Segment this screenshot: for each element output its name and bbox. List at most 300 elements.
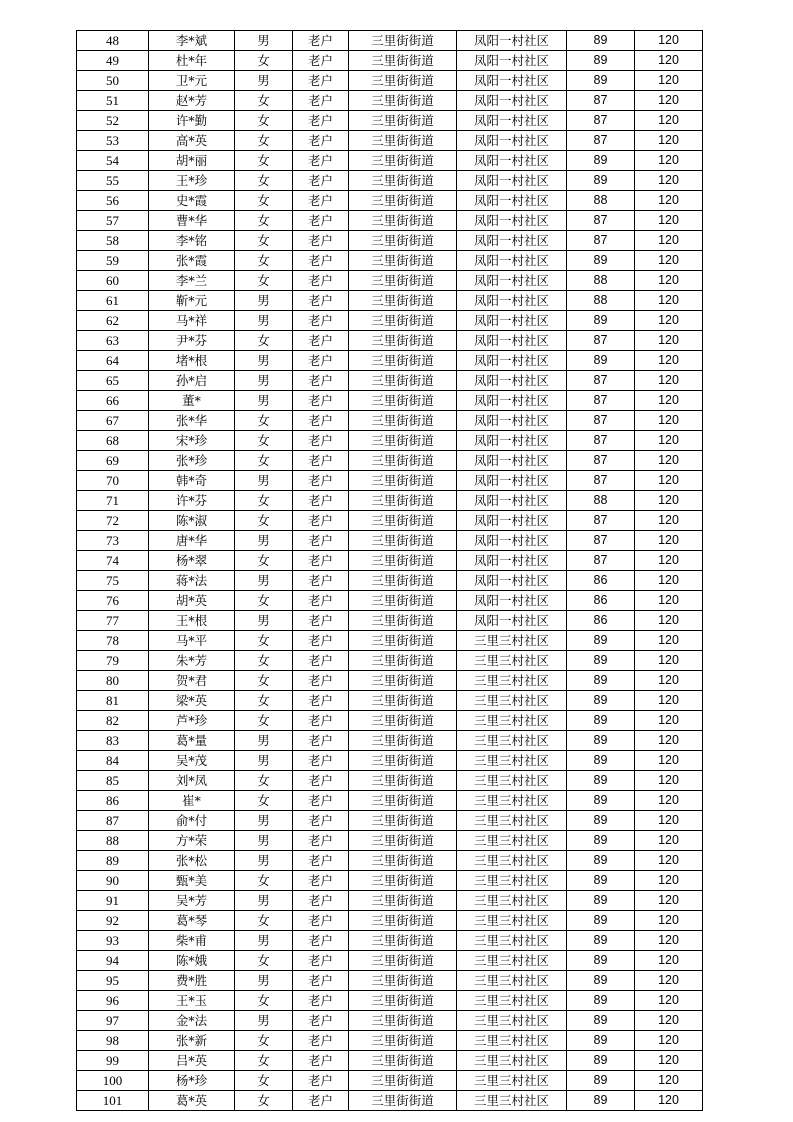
subdistrict-cell: 三里街街道 bbox=[349, 591, 457, 611]
name-cell: 吕*英 bbox=[149, 1051, 235, 1071]
community-cell: 凤阳一村社区 bbox=[457, 611, 567, 631]
gender-cell: 女 bbox=[235, 191, 293, 211]
name-cell: 马*平 bbox=[149, 631, 235, 651]
score-cell: 86 bbox=[567, 591, 635, 611]
subdistrict-cell: 三里街街道 bbox=[349, 611, 457, 631]
amount-cell: 120 bbox=[635, 691, 703, 711]
score-cell: 87 bbox=[567, 371, 635, 391]
name-cell: 张*珍 bbox=[149, 451, 235, 471]
amount-cell: 120 bbox=[635, 271, 703, 291]
table-row bbox=[77, 231, 703, 251]
gender-cell: 女 bbox=[235, 651, 293, 671]
household-type-cell: 老户 bbox=[293, 311, 349, 331]
household-type-cell: 老户 bbox=[293, 171, 349, 191]
gender-cell: 女 bbox=[235, 711, 293, 731]
score-cell: 87 bbox=[567, 411, 635, 431]
household-type-cell: 老户 bbox=[293, 291, 349, 311]
table-row bbox=[77, 711, 703, 731]
subdistrict-cell: 三里街街道 bbox=[349, 771, 457, 791]
subdistrict-cell: 三里街街道 bbox=[349, 971, 457, 991]
score-cell: 89 bbox=[567, 1051, 635, 1071]
subdistrict-cell: 三里街街道 bbox=[349, 891, 457, 911]
table-row bbox=[77, 931, 703, 951]
amount-cell: 120 bbox=[635, 971, 703, 991]
amount-cell: 120 bbox=[635, 991, 703, 1011]
household-type-cell: 老户 bbox=[293, 1011, 349, 1031]
gender-cell: 女 bbox=[235, 951, 293, 971]
name-cell: 韩*奇 bbox=[149, 471, 235, 491]
table-row bbox=[77, 831, 703, 851]
row-number-cell: 95 bbox=[77, 971, 149, 991]
row-number-cell: 56 bbox=[77, 191, 149, 211]
subdistrict-cell: 三里街街道 bbox=[349, 851, 457, 871]
subdistrict-cell: 三里街街道 bbox=[349, 1051, 457, 1071]
subdistrict-cell: 三里街街道 bbox=[349, 791, 457, 811]
community-cell: 凤阳一村社区 bbox=[457, 111, 567, 131]
gender-cell: 男 bbox=[235, 831, 293, 851]
community-cell: 三里三村社区 bbox=[457, 1011, 567, 1031]
subdistrict-cell: 三里街街道 bbox=[349, 1011, 457, 1031]
row-number-cell: 89 bbox=[77, 851, 149, 871]
subdistrict-cell: 三里街街道 bbox=[349, 251, 457, 271]
row-number-cell: 98 bbox=[77, 1031, 149, 1051]
community-cell: 凤阳一村社区 bbox=[457, 371, 567, 391]
household-type-cell: 老户 bbox=[293, 91, 349, 111]
score-cell: 89 bbox=[567, 351, 635, 371]
table-row bbox=[77, 331, 703, 351]
name-cell: 史*霞 bbox=[149, 191, 235, 211]
household-type-cell: 老户 bbox=[293, 591, 349, 611]
subdistrict-cell: 三里街街道 bbox=[349, 51, 457, 71]
name-cell: 董* bbox=[149, 391, 235, 411]
gender-cell: 男 bbox=[235, 851, 293, 871]
name-cell: 孙*启 bbox=[149, 371, 235, 391]
table-row bbox=[77, 731, 703, 751]
amount-cell: 120 bbox=[635, 151, 703, 171]
row-number-cell: 66 bbox=[77, 391, 149, 411]
amount-cell: 120 bbox=[635, 851, 703, 871]
score-cell: 89 bbox=[567, 711, 635, 731]
score-cell: 89 bbox=[567, 971, 635, 991]
score-cell: 89 bbox=[567, 691, 635, 711]
subdistrict-cell: 三里街街道 bbox=[349, 431, 457, 451]
household-type-cell: 老户 bbox=[293, 631, 349, 651]
subdistrict-cell: 三里街街道 bbox=[349, 151, 457, 171]
table-row bbox=[77, 551, 703, 571]
score-cell: 87 bbox=[567, 471, 635, 491]
gender-cell: 女 bbox=[235, 331, 293, 351]
household-type-cell: 老户 bbox=[293, 791, 349, 811]
household-type-cell: 老户 bbox=[293, 151, 349, 171]
household-type-cell: 老户 bbox=[293, 1071, 349, 1091]
amount-cell: 120 bbox=[635, 411, 703, 431]
community-cell: 凤阳一村社区 bbox=[457, 531, 567, 551]
name-cell: 葛*琴 bbox=[149, 911, 235, 931]
row-number-cell: 51 bbox=[77, 91, 149, 111]
gender-cell: 男 bbox=[235, 571, 293, 591]
gender-cell: 女 bbox=[235, 171, 293, 191]
subdistrict-cell: 三里街街道 bbox=[349, 731, 457, 751]
row-number-cell: 54 bbox=[77, 151, 149, 171]
gender-cell: 女 bbox=[235, 491, 293, 511]
table-row bbox=[77, 471, 703, 491]
community-cell: 凤阳一村社区 bbox=[457, 311, 567, 331]
name-cell: 芦*珍 bbox=[149, 711, 235, 731]
amount-cell: 120 bbox=[635, 651, 703, 671]
score-cell: 87 bbox=[567, 91, 635, 111]
row-number-cell: 80 bbox=[77, 671, 149, 691]
gender-cell: 女 bbox=[235, 1071, 293, 1091]
household-type-cell: 老户 bbox=[293, 451, 349, 471]
community-cell: 三里三村社区 bbox=[457, 671, 567, 691]
table-row bbox=[77, 531, 703, 551]
community-cell: 凤阳一村社区 bbox=[457, 591, 567, 611]
row-number-cell: 60 bbox=[77, 271, 149, 291]
table-row bbox=[77, 971, 703, 991]
community-cell: 凤阳一村社区 bbox=[457, 511, 567, 531]
amount-cell: 120 bbox=[635, 171, 703, 191]
gender-cell: 女 bbox=[235, 411, 293, 431]
name-cell: 张*新 bbox=[149, 1031, 235, 1051]
community-cell: 三里三村社区 bbox=[457, 871, 567, 891]
name-cell: 张*华 bbox=[149, 411, 235, 431]
row-number-cell: 83 bbox=[77, 731, 149, 751]
subdistrict-cell: 三里街街道 bbox=[349, 91, 457, 111]
subdistrict-cell: 三里街街道 bbox=[349, 491, 457, 511]
household-type-cell: 老户 bbox=[293, 711, 349, 731]
community-cell: 三里三村社区 bbox=[457, 971, 567, 991]
name-cell: 柴*甫 bbox=[149, 931, 235, 951]
amount-cell: 120 bbox=[635, 751, 703, 771]
amount-cell: 120 bbox=[635, 71, 703, 91]
score-cell: 86 bbox=[567, 571, 635, 591]
subdistrict-cell: 三里街街道 bbox=[349, 451, 457, 471]
subdistrict-cell: 三里街街道 bbox=[349, 931, 457, 951]
table-row bbox=[77, 691, 703, 711]
community-cell: 三里三村社区 bbox=[457, 1031, 567, 1051]
household-type-cell: 老户 bbox=[293, 931, 349, 951]
table-row bbox=[77, 851, 703, 871]
subdistrict-cell: 三里街街道 bbox=[349, 331, 457, 351]
name-cell: 俞*付 bbox=[149, 811, 235, 831]
amount-cell: 120 bbox=[635, 111, 703, 131]
community-cell: 三里三村社区 bbox=[457, 731, 567, 751]
household-type-cell: 老户 bbox=[293, 1031, 349, 1051]
name-cell: 靳*元 bbox=[149, 291, 235, 311]
community-cell: 三里三村社区 bbox=[457, 811, 567, 831]
score-cell: 87 bbox=[567, 431, 635, 451]
table-row bbox=[77, 771, 703, 791]
name-cell: 费*胜 bbox=[149, 971, 235, 991]
community-cell: 三里三村社区 bbox=[457, 1051, 567, 1071]
name-cell: 张*霞 bbox=[149, 251, 235, 271]
row-number-cell: 57 bbox=[77, 211, 149, 231]
name-cell: 许*勤 bbox=[149, 111, 235, 131]
name-cell: 胡*英 bbox=[149, 591, 235, 611]
row-number-cell: 77 bbox=[77, 611, 149, 631]
name-cell: 宋*珍 bbox=[149, 431, 235, 451]
score-cell: 89 bbox=[567, 51, 635, 71]
amount-cell: 120 bbox=[635, 731, 703, 751]
household-type-cell: 老户 bbox=[293, 611, 349, 631]
row-number-cell: 92 bbox=[77, 911, 149, 931]
household-type-cell: 老户 bbox=[293, 31, 349, 51]
row-number-cell: 79 bbox=[77, 651, 149, 671]
amount-cell: 120 bbox=[635, 131, 703, 151]
score-cell: 87 bbox=[567, 451, 635, 471]
gender-cell: 女 bbox=[235, 591, 293, 611]
amount-cell: 120 bbox=[635, 1031, 703, 1051]
subdistrict-cell: 三里街街道 bbox=[349, 291, 457, 311]
household-type-cell: 老户 bbox=[293, 131, 349, 151]
subdistrict-cell: 三里街街道 bbox=[349, 231, 457, 251]
name-cell: 杨*翠 bbox=[149, 551, 235, 571]
household-type-cell: 老户 bbox=[293, 491, 349, 511]
amount-cell: 120 bbox=[635, 511, 703, 531]
name-cell: 吴*芳 bbox=[149, 891, 235, 911]
row-number-cell: 71 bbox=[77, 491, 149, 511]
household-type-cell: 老户 bbox=[293, 911, 349, 931]
row-number-cell: 62 bbox=[77, 311, 149, 331]
name-cell: 马*祥 bbox=[149, 311, 235, 331]
subdistrict-cell: 三里街街道 bbox=[349, 211, 457, 231]
amount-cell: 120 bbox=[635, 951, 703, 971]
row-number-cell: 101 bbox=[77, 1091, 149, 1111]
score-cell: 89 bbox=[567, 991, 635, 1011]
score-cell: 89 bbox=[567, 771, 635, 791]
row-number-cell: 94 bbox=[77, 951, 149, 971]
amount-cell: 120 bbox=[635, 871, 703, 891]
amount-cell: 120 bbox=[635, 231, 703, 251]
community-cell: 凤阳一村社区 bbox=[457, 551, 567, 571]
score-cell: 88 bbox=[567, 191, 635, 211]
gender-cell: 男 bbox=[235, 291, 293, 311]
row-number-cell: 69 bbox=[77, 451, 149, 471]
community-cell: 三里三村社区 bbox=[457, 751, 567, 771]
subdistrict-cell: 三里街街道 bbox=[349, 351, 457, 371]
household-type-cell: 老户 bbox=[293, 1051, 349, 1071]
score-cell: 89 bbox=[567, 791, 635, 811]
community-cell: 凤阳一村社区 bbox=[457, 471, 567, 491]
gender-cell: 女 bbox=[235, 551, 293, 571]
household-type-cell: 老户 bbox=[293, 351, 349, 371]
gender-cell: 男 bbox=[235, 391, 293, 411]
gender-cell: 女 bbox=[235, 131, 293, 151]
gender-cell: 女 bbox=[235, 111, 293, 131]
gender-cell: 女 bbox=[235, 691, 293, 711]
subdistrict-cell: 三里街街道 bbox=[349, 271, 457, 291]
amount-cell: 120 bbox=[635, 911, 703, 931]
subdistrict-cell: 三里街街道 bbox=[349, 631, 457, 651]
table-row bbox=[77, 311, 703, 331]
amount-cell: 120 bbox=[635, 611, 703, 631]
amount-cell: 120 bbox=[635, 811, 703, 831]
name-cell: 尹*芬 bbox=[149, 331, 235, 351]
amount-cell: 120 bbox=[635, 391, 703, 411]
household-type-cell: 老户 bbox=[293, 811, 349, 831]
score-cell: 87 bbox=[567, 131, 635, 151]
score-cell: 89 bbox=[567, 151, 635, 171]
name-cell: 李*兰 bbox=[149, 271, 235, 291]
household-type-cell: 老户 bbox=[293, 331, 349, 351]
row-number-cell: 100 bbox=[77, 1071, 149, 1091]
table-row bbox=[77, 891, 703, 911]
community-cell: 凤阳一村社区 bbox=[457, 251, 567, 271]
gender-cell: 女 bbox=[235, 871, 293, 891]
household-type-cell: 老户 bbox=[293, 71, 349, 91]
subdistrict-cell: 三里街街道 bbox=[349, 951, 457, 971]
subdistrict-cell: 三里街街道 bbox=[349, 531, 457, 551]
community-cell: 凤阳一村社区 bbox=[457, 411, 567, 431]
name-cell: 葛*英 bbox=[149, 1091, 235, 1111]
household-type-cell: 老户 bbox=[293, 1091, 349, 1111]
amount-cell: 120 bbox=[635, 711, 703, 731]
household-type-cell: 老户 bbox=[293, 771, 349, 791]
score-cell: 89 bbox=[567, 71, 635, 91]
table-row bbox=[77, 651, 703, 671]
score-cell: 87 bbox=[567, 331, 635, 351]
score-cell: 89 bbox=[567, 891, 635, 911]
amount-cell: 120 bbox=[635, 931, 703, 951]
table-row bbox=[77, 1051, 703, 1071]
row-number-cell: 48 bbox=[77, 31, 149, 51]
gender-cell: 女 bbox=[235, 211, 293, 231]
community-cell: 三里三村社区 bbox=[457, 831, 567, 851]
household-type-cell: 老户 bbox=[293, 871, 349, 891]
amount-cell: 120 bbox=[635, 1071, 703, 1091]
row-number-cell: 99 bbox=[77, 1051, 149, 1071]
subdistrict-cell: 三里街街道 bbox=[349, 311, 457, 331]
community-cell: 三里三村社区 bbox=[457, 631, 567, 651]
subdistrict-cell: 三里街街道 bbox=[349, 831, 457, 851]
row-number-cell: 52 bbox=[77, 111, 149, 131]
community-cell: 三里三村社区 bbox=[457, 931, 567, 951]
table-row bbox=[77, 71, 703, 91]
amount-cell: 120 bbox=[635, 251, 703, 271]
gender-cell: 女 bbox=[235, 1031, 293, 1051]
name-cell: 李*铭 bbox=[149, 231, 235, 251]
name-cell: 曹*华 bbox=[149, 211, 235, 231]
name-cell: 贺*君 bbox=[149, 671, 235, 691]
table-row bbox=[77, 271, 703, 291]
gender-cell: 男 bbox=[235, 731, 293, 751]
table-row bbox=[77, 611, 703, 631]
name-cell: 唐*华 bbox=[149, 531, 235, 551]
community-cell: 凤阳一村社区 bbox=[457, 391, 567, 411]
gender-cell: 男 bbox=[235, 311, 293, 331]
amount-cell: 120 bbox=[635, 531, 703, 551]
row-number-cell: 50 bbox=[77, 71, 149, 91]
name-cell: 朱*芳 bbox=[149, 651, 235, 671]
table-row bbox=[77, 211, 703, 231]
table-row bbox=[77, 111, 703, 131]
amount-cell: 120 bbox=[635, 591, 703, 611]
table-row bbox=[77, 151, 703, 171]
row-number-cell: 84 bbox=[77, 751, 149, 771]
score-cell: 88 bbox=[567, 291, 635, 311]
amount-cell: 120 bbox=[635, 791, 703, 811]
name-cell: 张*松 bbox=[149, 851, 235, 871]
gender-cell: 男 bbox=[235, 811, 293, 831]
subdistrict-cell: 三里街街道 bbox=[349, 71, 457, 91]
community-cell: 三里三村社区 bbox=[457, 651, 567, 671]
subdistrict-cell: 三里街街道 bbox=[349, 111, 457, 131]
subdistrict-cell: 三里街街道 bbox=[349, 571, 457, 591]
household-type-cell: 老户 bbox=[293, 831, 349, 851]
name-cell: 甄*美 bbox=[149, 871, 235, 891]
subdistrict-cell: 三里街街道 bbox=[349, 31, 457, 51]
community-cell: 凤阳一村社区 bbox=[457, 571, 567, 591]
amount-cell: 120 bbox=[635, 471, 703, 491]
row-number-cell: 75 bbox=[77, 571, 149, 591]
name-cell: 王*玉 bbox=[149, 991, 235, 1011]
amount-cell: 120 bbox=[635, 771, 703, 791]
gender-cell: 女 bbox=[235, 1091, 293, 1111]
community-cell: 凤阳一村社区 bbox=[457, 171, 567, 191]
community-cell: 凤阳一村社区 bbox=[457, 291, 567, 311]
gender-cell: 女 bbox=[235, 511, 293, 531]
community-cell: 凤阳一村社区 bbox=[457, 491, 567, 511]
row-number-cell: 63 bbox=[77, 331, 149, 351]
gender-cell: 女 bbox=[235, 451, 293, 471]
name-cell: 陈*淑 bbox=[149, 511, 235, 531]
subdistrict-cell: 三里街街道 bbox=[349, 671, 457, 691]
amount-cell: 120 bbox=[635, 311, 703, 331]
score-cell: 89 bbox=[567, 851, 635, 871]
name-cell: 李*斌 bbox=[149, 31, 235, 51]
score-cell: 89 bbox=[567, 951, 635, 971]
row-number-cell: 49 bbox=[77, 51, 149, 71]
subdistrict-cell: 三里街街道 bbox=[349, 911, 457, 931]
name-cell: 杨*珍 bbox=[149, 1071, 235, 1091]
table-row bbox=[77, 751, 703, 771]
community-cell: 凤阳一村社区 bbox=[457, 231, 567, 251]
gender-cell: 女 bbox=[235, 771, 293, 791]
amount-cell: 120 bbox=[635, 831, 703, 851]
gender-cell: 女 bbox=[235, 431, 293, 451]
amount-cell: 120 bbox=[635, 291, 703, 311]
community-cell: 凤阳一村社区 bbox=[457, 71, 567, 91]
amount-cell: 120 bbox=[635, 671, 703, 691]
community-cell: 三里三村社区 bbox=[457, 1091, 567, 1111]
amount-cell: 120 bbox=[635, 431, 703, 451]
score-cell: 89 bbox=[567, 311, 635, 331]
gender-cell: 男 bbox=[235, 531, 293, 551]
household-type-cell: 老户 bbox=[293, 891, 349, 911]
name-cell: 杜*年 bbox=[149, 51, 235, 71]
community-cell: 凤阳一村社区 bbox=[457, 271, 567, 291]
household-type-cell: 老户 bbox=[293, 471, 349, 491]
subdistrict-cell: 三里街街道 bbox=[349, 191, 457, 211]
household-type-cell: 老户 bbox=[293, 271, 349, 291]
subdistrict-cell: 三里街街道 bbox=[349, 711, 457, 731]
row-number-cell: 65 bbox=[77, 371, 149, 391]
row-number-cell: 67 bbox=[77, 411, 149, 431]
name-cell: 许*芬 bbox=[149, 491, 235, 511]
row-number-cell: 64 bbox=[77, 351, 149, 371]
score-cell: 89 bbox=[567, 1071, 635, 1091]
score-cell: 87 bbox=[567, 111, 635, 131]
table-row bbox=[77, 671, 703, 691]
name-cell: 崔* bbox=[149, 791, 235, 811]
table-row bbox=[77, 1031, 703, 1051]
gender-cell: 女 bbox=[235, 791, 293, 811]
amount-cell: 120 bbox=[635, 91, 703, 111]
amount-cell: 120 bbox=[635, 191, 703, 211]
gender-cell: 男 bbox=[235, 971, 293, 991]
community-cell: 三里三村社区 bbox=[457, 1071, 567, 1091]
gender-cell: 男 bbox=[235, 31, 293, 51]
